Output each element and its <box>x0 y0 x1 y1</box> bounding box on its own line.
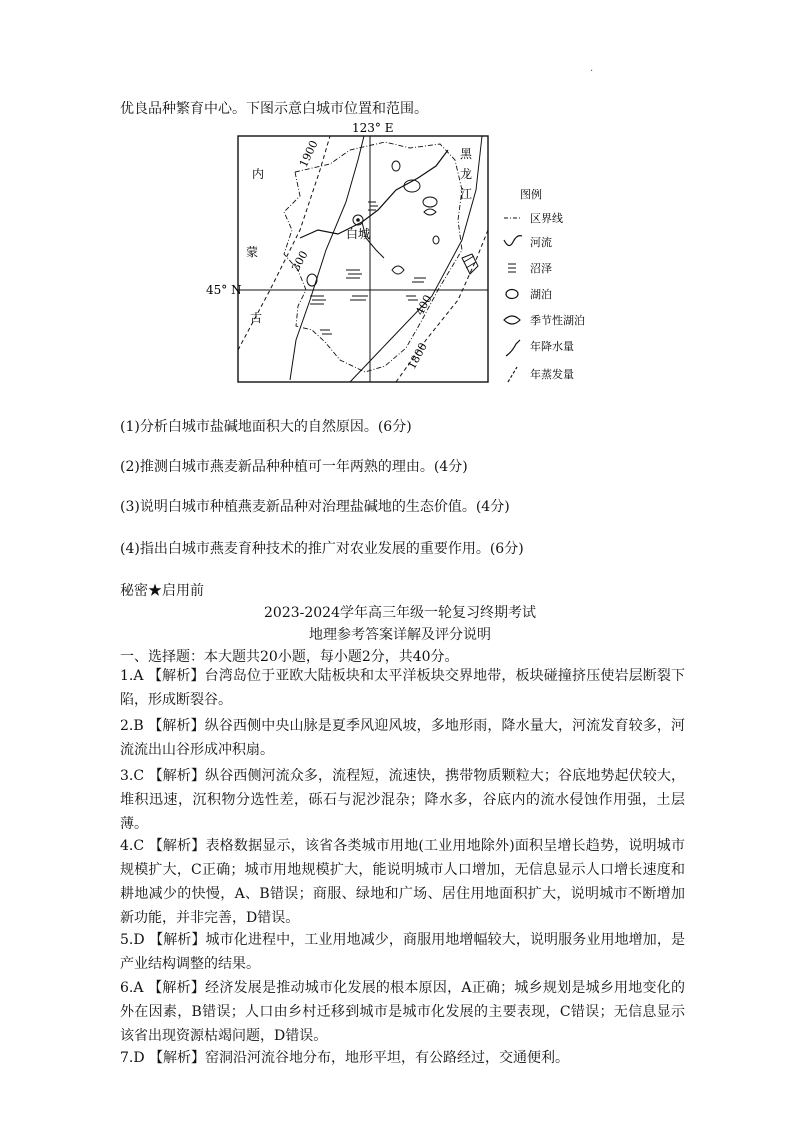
legend-marsh-icon <box>508 264 516 272</box>
lake-3 <box>423 197 437 207</box>
city-label: 白城 <box>346 227 371 241</box>
answer-4: 4.C 【解析】表格数据显示，该省各类城市用地(工业用地除外)面积呈增长趋势，说明城市规模扩大，C正确；城市用地规模扩大，能说明城市人口增加，无信息显示人口增长速度和耕地减少的快慢，A、B错误；商服、绿地和广场、居住用地面积扩大，说明城市不断增加新功能，并非完善，D错误。 <box>120 838 685 926</box>
answer-title: 地理参考答案详解及评分说明 <box>309 627 491 643</box>
secret-label: 秘密★启用前 <box>120 583 204 599</box>
legend-lake-icon <box>506 290 518 299</box>
question-3: (3)说明白城市种植燕麦新品种对治理盐碱地的生态价值。(4分) <box>120 499 510 515</box>
exam-title: 2023-2024学年高三年级一轮复习终期考试 <box>264 605 536 621</box>
legend-river-icon <box>504 236 522 246</box>
lake-4 <box>307 274 317 286</box>
legend-title: 图例 <box>520 188 542 201</box>
answer-5: 5.D 【解析】城市化进程中，工业用地减少，商服用地增幅较大，说明服务业用地增加，是产业结构调整的结果。 <box>120 932 685 972</box>
iso-label-1900: 1900 <box>296 138 321 170</box>
legend-label-seasonal-lake: 季节性湖泊 <box>530 314 585 327</box>
intro-text: 优良品种繁育中心。下图示意白城市位置和范围。 <box>120 101 428 117</box>
legend-label-marsh: 沼泽 <box>530 262 552 275</box>
page-mark: · <box>590 66 594 77</box>
question-4: (4)指出白城市燕麦育种技术的推广对农业发展的重要作用。(6分) <box>120 541 524 557</box>
legend-label-boundary: 区界线 <box>530 212 563 225</box>
iso-label-400: 400 <box>413 292 435 318</box>
legend-label-river: 河流 <box>530 236 552 249</box>
legend-label-precipitation: 年降水量 <box>530 340 574 353</box>
region-right-2: 龙 <box>460 167 473 181</box>
region-right-3: 江 <box>460 187 473 201</box>
iso-label-1800: 1800 <box>405 340 430 372</box>
legend-precipitation-line-icon <box>506 340 520 356</box>
legend-label-lake: 湖泊 <box>530 288 552 301</box>
legend-label-evaporation: 年蒸发量 <box>530 368 574 381</box>
lake-5 <box>433 236 439 244</box>
map-frame <box>238 136 488 382</box>
marsh-symbols <box>310 202 426 334</box>
lake-2 <box>392 161 400 171</box>
city-marker-inner <box>356 218 360 222</box>
lat-label: 45° N <box>206 283 242 297</box>
region-left-3: 古 <box>250 311 263 325</box>
lon-label: 123° E <box>352 121 394 135</box>
hatched-area <box>462 254 478 274</box>
question-2: (2)推测白城市燕麦新品种种植可一年两熟的理由。(4分) <box>120 459 468 475</box>
city-boundary <box>284 142 462 372</box>
region-left-2: 蒙 <box>246 245 259 259</box>
answer-2: 2.B 【解析】纵谷西侧中央山脉是夏季风迎风坡，多地形雨，降水量大，河流发育较多，河流流出山谷形成冲积扇。 <box>120 718 685 758</box>
answer-7: 7.D 【解析】窑洞沿河流谷地分布，地形平坦，有公路经过，交通便利。 <box>120 1050 570 1066</box>
answer-3: 3.C 【解析】纵谷西侧河流众多，流程短，流速快，携带物质颗粒大；谷底地势起伏较大，堆积迅速，沉积物分选性差，砾石与泥沙混杂；降水多，谷底内的流水侵蚀作用强，土层薄。 <box>120 768 685 832</box>
question-1: (1)分析白城市盐碱地面积大的自然原因。(6分) <box>120 419 412 435</box>
region-left-1: 内 <box>252 167 265 181</box>
region-right-1: 黑 <box>460 147 473 161</box>
seasonal-lake-1 <box>424 209 436 215</box>
seasonal-lake-2 <box>392 266 404 274</box>
answer-6: 6.A 【解析】经济发展是推动城市化发展的根本原因，A正确；城乡规划是城乡用地变化的外在因素，B错误；人口由乡村迁移到城市是城市化发展的主要表现，C错误；无信息显示该省出现资源枯竭问题，D错误。 <box>120 980 685 1044</box>
answer-1: 1.A 【解析】台湾岛位于亚欧大陆板块和太平洋板块交界地带，板块碰撞挤压使岩层断裂下陷，形成断裂谷。 <box>120 668 685 708</box>
legend-seasonal-lake-icon <box>504 316 520 324</box>
legend-evaporation-line-icon <box>508 367 517 382</box>
iso-label-300: 300 <box>289 248 311 274</box>
baicheng-map <box>200 120 600 390</box>
section-heading: 一、选择题：本大题共20小题，每小题2分，共40分。 <box>120 649 459 665</box>
